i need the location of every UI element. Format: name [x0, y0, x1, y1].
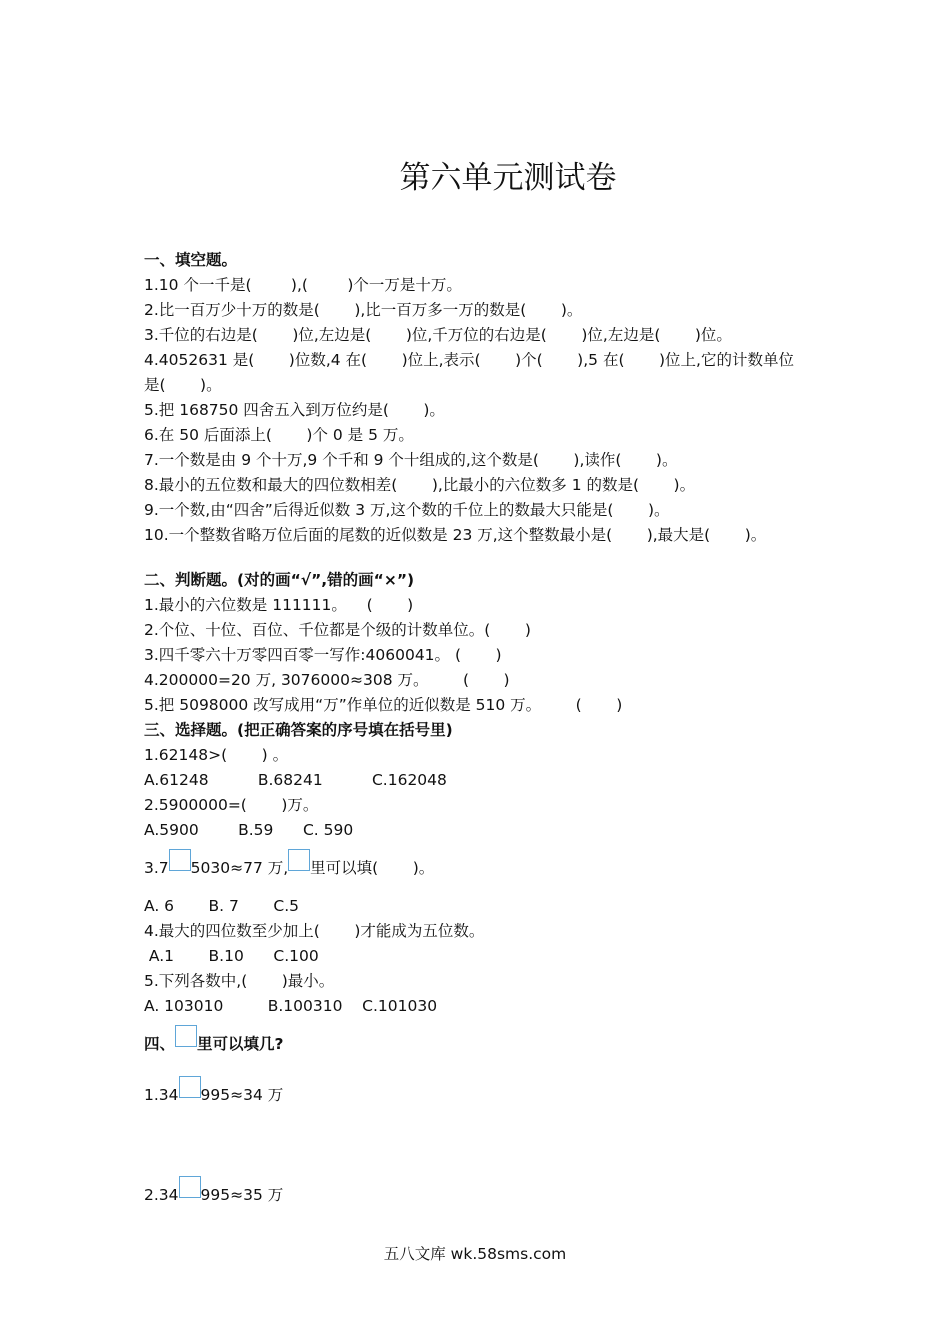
- choice-q3: [144, 849, 804, 877]
- fill-q6: 6.在 50 后面添上( )个 0 是 5 万。: [144, 426, 414, 444]
- choice-q3-suffix: 里可以填( )。: [310, 859, 435, 877]
- blank-box[interactable]: [179, 1176, 201, 1198]
- fill-q5: 5.把 168750 四舍五入到万位约是( )。: [144, 401, 445, 419]
- section-2-heading: 二、判断题。(对的画“√”,错的画“×”): [144, 571, 415, 589]
- judge-q1: 1.最小的六位数是 111111。 ( ): [144, 596, 414, 614]
- judge-q5: 5.把 5098000 改写成用“万”作单位的近似数是 510 万。 ( ): [144, 696, 623, 714]
- footer-watermark: 五八文库 wk.58sms.com: [383, 1245, 567, 1263]
- section-4-heading-prefix: 四、: [144, 1035, 176, 1053]
- blank-box[interactable]: [179, 1076, 201, 1098]
- worksheet-body: [144, 248, 804, 1204]
- fill-q7: 7.一个数是由 9 个十万,9 个千和 9 个十组成的,这个数是( ),读作( )。: [144, 451, 678, 469]
- blank-box[interactable]: [169, 849, 191, 871]
- fill-q10: 10.一个整数省略万位后面的尾数的近似数是 23 万,这个整数最小是( ),最大是( )。: [144, 526, 767, 544]
- blank-box[interactable]: [288, 849, 310, 871]
- judge-q4: 4.200000=20 万, 3076000≈308 万。 ( ): [144, 671, 510, 689]
- choice-q4-options: A.1 B.10 C.100: [144, 947, 319, 965]
- choice-q5: 5.下列各数中,( )最小。: [144, 972, 335, 990]
- fill-q3: 3.千位的右边是( )位,左边是( )位,千万位的右边是( )位,左边是( )位。: [144, 326, 732, 344]
- choice-q5-options: A. 103010 B.100310 C.101030: [144, 997, 438, 1015]
- fill-box-q2-prefix: 2.34: [144, 1186, 179, 1204]
- fill-box-q1-suffix: 995≈34 万: [200, 1086, 284, 1104]
- choice-q1: 1.62148>( ) 。: [144, 746, 289, 764]
- choice-q1-options: A.61248 B.68241 C.162048: [144, 771, 447, 789]
- fill-q4-line1: 4.4052631 是( )位数,4 在( )位上,表示( )个( ),5 在( )位上,它的计数单位: [144, 351, 794, 369]
- fill-box-q2: [144, 1176, 804, 1204]
- page-title: 第六单元测试卷: [399, 160, 617, 196]
- section-4-heading: [144, 1025, 804, 1053]
- section-3-heading: 三、选择题。(把正确答案的序号填在括号里): [144, 721, 453, 739]
- judge-q2: 2.个位、十位、百位、千位都是个级的计数单位。( ): [144, 621, 531, 639]
- choice-q4: 4.最大的四位数至少加上( )才能成为五位数。: [144, 922, 485, 940]
- judge-q3: 3.四千零六十万零四百零一写作:4060041。 ( ): [144, 646, 502, 664]
- fill-box-q1: [144, 1076, 804, 1104]
- choice-q3-middle: 5030≈77 万,: [190, 859, 289, 877]
- blank-box[interactable]: [175, 1025, 197, 1047]
- fill-q8: 8.最小的五位数和最大的四位数相差( ),比最小的六位数多 1 的数是( )。: [144, 476, 696, 494]
- fill-box-q2-suffix: 995≈35 万: [200, 1186, 284, 1204]
- fill-box-q1-prefix: 1.34: [144, 1086, 179, 1104]
- choice-q3-prefix: 3.7: [144, 859, 169, 877]
- fill-q9: 9.一个数,由“四舍”后得近似数 3 万,这个数的千位上的数最大只能是( )。: [144, 501, 670, 519]
- fill-q2: 2.比一百万少十万的数是( ),比一百万多一万的数是( )。: [144, 301, 583, 319]
- section-1-heading: 一、填空题。: [144, 251, 238, 269]
- fill-q4-line2: 是( )。: [144, 376, 222, 394]
- choice-q2: 2.5900000=( )万。: [144, 796, 319, 814]
- choice-q2-options: A.5900 B.59 C. 590: [144, 821, 354, 839]
- section-4-heading-suffix: 里可以填几?: [197, 1035, 284, 1053]
- fill-q1: 1.10 个一千是( ),( )个一万是十万。: [144, 276, 462, 294]
- choice-q3-options: A. 6 B. 7 C.5: [144, 897, 299, 915]
